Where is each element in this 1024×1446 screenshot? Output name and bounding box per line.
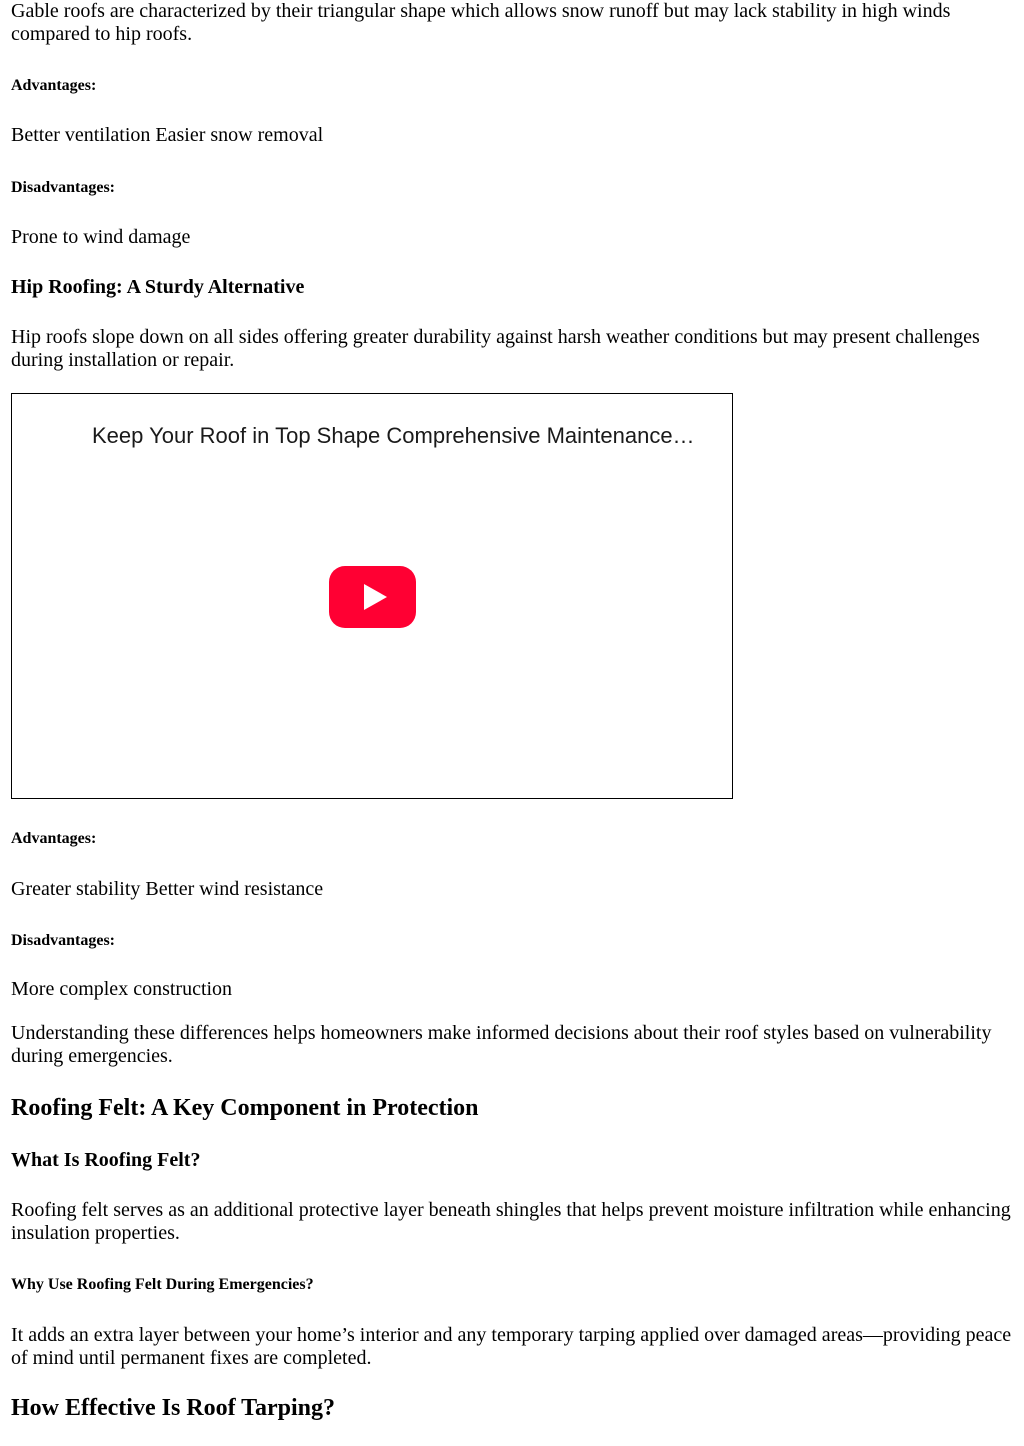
what-is-roofing-felt-heading: What Is Roofing Felt? bbox=[11, 1149, 201, 1171]
hip-advantages-text: Greater stability Better wind resistance bbox=[11, 878, 324, 900]
gable-advantages-text: Better ventilation Easier snow removal bbox=[11, 124, 324, 146]
youtube-play-icon[interactable] bbox=[329, 566, 416, 628]
gable-intro-paragraph: Gable roofs are characterized by their triangular shape which allows snow runoff but may lack stability in high winds compared to hip roofs. bbox=[11, 0, 951, 45]
video-title[interactable]: Keep Your Roof in Top Shape Comprehensive Maintenance… bbox=[92, 423, 695, 448]
roofing-felt-heading: Roofing Felt: A Key Component in Protection bbox=[11, 1095, 479, 1121]
hip-advantages-heading: Advantages: bbox=[11, 830, 97, 847]
roof-tarping-heading: How Effective Is Roof Tarping? bbox=[11, 1395, 335, 1421]
why-use-roofing-felt-paragraph: It adds an extra layer between your home’s interior and any temporary tarping applied over damaged areas—providing peace of mind until permanent fixes are completed. bbox=[11, 1324, 1012, 1369]
roofing-felt-paragraph: Roofing felt serves as an additional protective layer beneath shingles that helps prevent moisture infiltration while enhancing insulation properties. bbox=[11, 1199, 1011, 1244]
hip-roofing-paragraph: Hip roofs slope down on all sides offering greater durability against harsh weather conditions but may present challenges during installation or repair. bbox=[11, 326, 980, 371]
summary-paragraph: Understanding these differences helps homeowners make informed decisions about their roof styles based on vulnerability during emergencies. bbox=[11, 1022, 992, 1067]
hip-disadvantages-heading: Disadvantages: bbox=[11, 932, 116, 949]
hip-disadvantages-text: More complex construction bbox=[11, 978, 233, 1000]
embedded-video[interactable] bbox=[11, 393, 733, 799]
gable-disadvantages-text: Prone to wind damage bbox=[11, 226, 191, 248]
hip-roofing-heading: Hip Roofing: A Sturdy Alternative bbox=[11, 276, 305, 298]
gable-disadvantages-heading: Disadvantages: bbox=[11, 179, 116, 196]
why-use-roofing-felt-heading: Why Use Roofing Felt During Emergencies? bbox=[11, 1276, 314, 1293]
gable-advantages-heading: Advantages: bbox=[11, 77, 97, 94]
